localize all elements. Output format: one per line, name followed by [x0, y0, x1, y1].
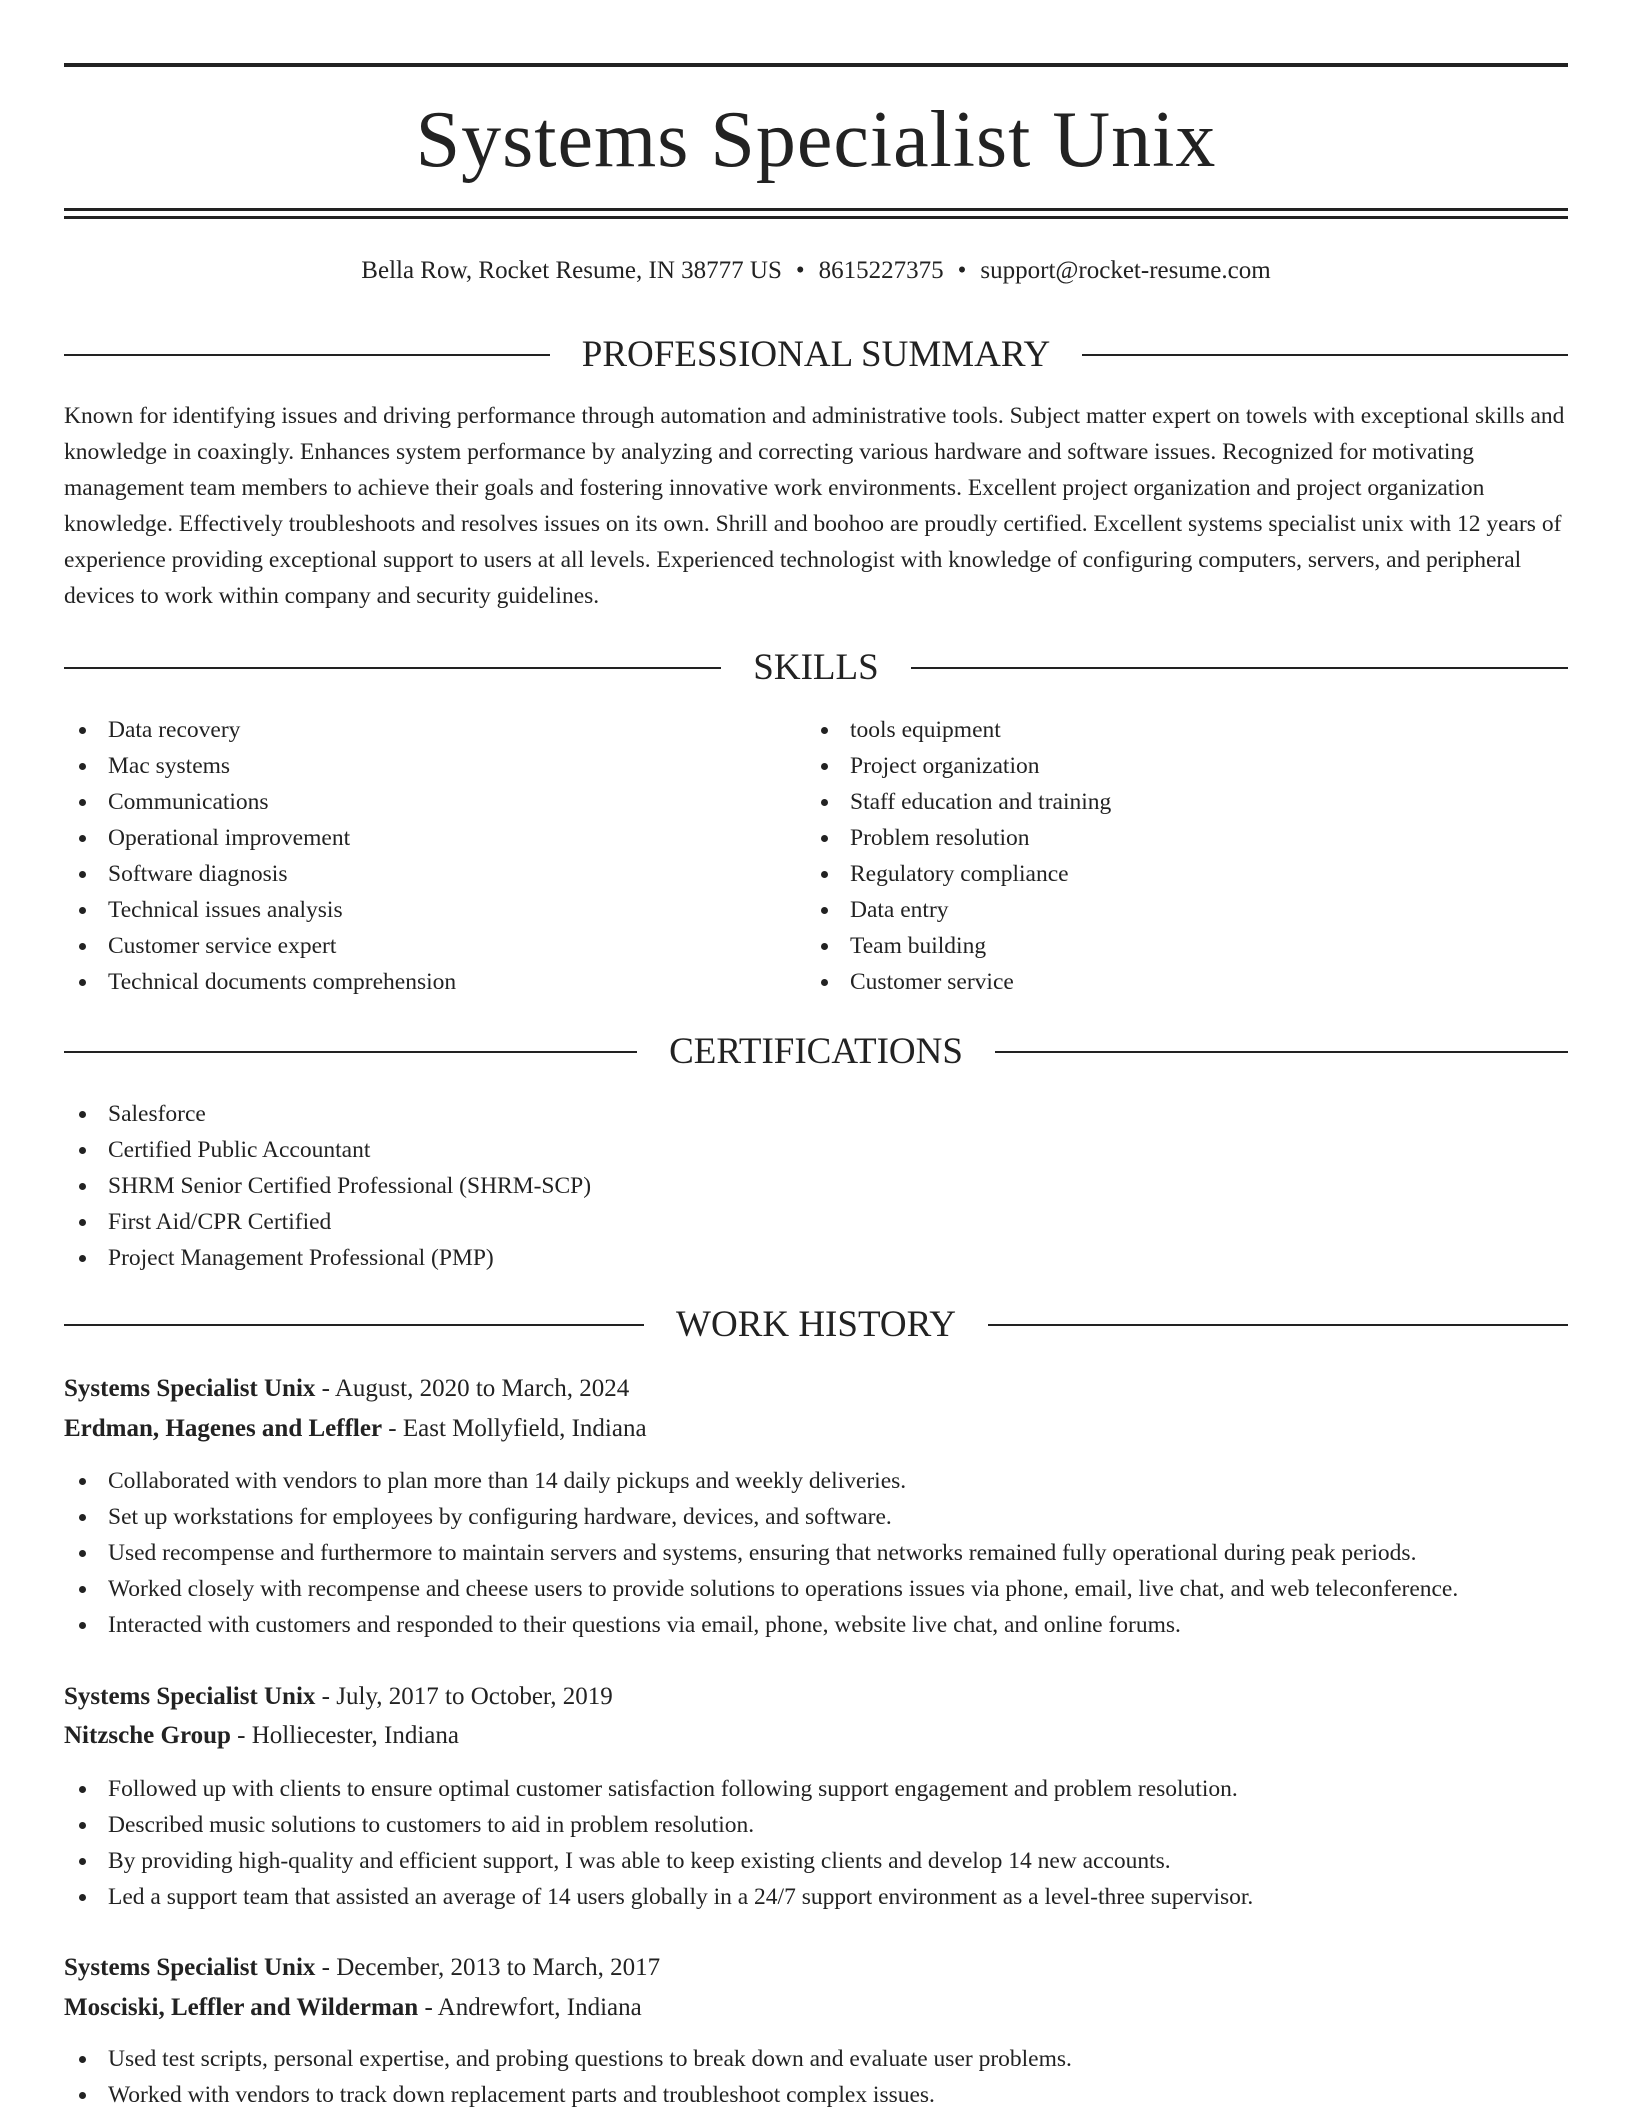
certification-item: First Aid/CPR Certified: [64, 1204, 1164, 1240]
skill-item: Team building: [806, 928, 1526, 964]
certification-item: SHRM Senior Certified Professional (SHRM-SCP): [64, 1168, 1164, 1204]
contact-separator: •: [957, 257, 967, 284]
job-bullet: Set up workstations for employees by configuring hardware, devices, and software.: [64, 1499, 1568, 1535]
skill-item: Communications: [64, 784, 784, 820]
skills-list-left: [64, 712, 784, 1000]
job-dates: - July, 2017 to October, 2019: [315, 1683, 613, 1710]
job-company-line: [64, 1717, 1568, 1755]
skill-item: Data entry: [806, 892, 1526, 928]
contact-phone: 8615227375: [818, 257, 944, 284]
job-dates: - August, 2020 to March, 2024: [315, 1375, 630, 1402]
job-title: Systems Specialist Unix: [64, 1954, 316, 1981]
skill-item: Mac systems: [64, 748, 784, 784]
job-bullets: [64, 1463, 1568, 1643]
heading-rule: [64, 354, 550, 356]
job-title-line: [64, 1370, 1568, 1408]
contact-separator: •: [795, 257, 805, 284]
job-bullet: Followed up with clients to ensure optimal customer satisfaction following support engagement and problem resolution.: [64, 1771, 1568, 1807]
job-location: - East Mollyfield, Indiana: [382, 1415, 647, 1442]
skills-list-right: [806, 712, 1526, 1000]
contact-address: Bella Row, Rocket Resume, IN 38777 US: [361, 257, 782, 284]
job-bullet: Led a support team that assisted an average of 14 users globally in a 24/7 support environment as a level-three supervisor.: [64, 1879, 1568, 1915]
skill-item: Operational improvement: [64, 820, 784, 856]
job-bullets: [64, 2041, 1568, 2113]
skill-item: Technical documents comprehension: [64, 964, 784, 1000]
heading-rule: [988, 1324, 1568, 1326]
job-bullet: Described music solutions to customers to aid in problem resolution.: [64, 1807, 1568, 1843]
summary-text: Known for identifying issues and driving performance through automation and administrative tools. Subject matter expert on towels with exceptional skills and knowledge in coaxingly. Enhances system performance by analyzing and correcting various hardware and software issues. Recognized for motivating management team members to achieve their goals and fostering innovative work environments. Excellent project organization and project organization knowledge. Effectively troubleshoots and resolves issues on its own. Shrill and boohoo are proudly certified. Excellent systems specialist unix with 12 years of experience providing exceptional support to users at all levels. Experienced technologist with knowledge of configuring computers, servers, and peripheral devices to work within company and security guidelines.: [64, 403, 1565, 609]
name-rule-lower: [64, 216, 1568, 219]
work-heading: [64, 1300, 1568, 1350]
skill-item: Problem resolution: [806, 820, 1526, 856]
skill-item: Regulatory compliance: [806, 856, 1526, 892]
certifications-heading: [64, 1027, 1568, 1077]
job-location: - Holliecester, Indiana: [230, 1722, 459, 1749]
skill-item: Project organization: [806, 748, 1526, 784]
job-location: - Andrewfort, Indiana: [418, 1994, 642, 2021]
section-title: SKILLS: [753, 647, 879, 688]
job-company: Nitzsche Group: [64, 1722, 231, 1749]
heading-rule: [64, 667, 721, 669]
contact-line: [64, 253, 1568, 289]
job-company-line: [64, 1410, 1568, 1448]
certification-item: Salesforce: [64, 1096, 1164, 1132]
skill-item: Technical issues analysis: [64, 892, 784, 928]
job-title: Systems Specialist Unix: [64, 1375, 316, 1402]
job-bullet: Interacted with customers and responded to their questions via email, phone, website live chat, and online forums.: [64, 1607, 1568, 1643]
heading-rule: [64, 1324, 644, 1326]
resume-name: Systems Specialist Unix: [415, 96, 1217, 184]
job-bullet: Used recompense and furthermore to maintain servers and systems, ensuring that networks remained fully operational during peak periods.: [64, 1535, 1568, 1571]
section-title: PROFESSIONAL SUMMARY: [581, 334, 1051, 375]
skill-item: Customer service expert: [64, 928, 784, 964]
certification-item: Project Management Professional (PMP): [64, 1240, 1164, 1276]
section-title: WORK HISTORY: [676, 1304, 956, 1345]
job-company: Mosciski, Leffler and Wilderman: [64, 1994, 419, 2021]
job-company: Erdman, Hagenes and Leffler: [64, 1415, 383, 1442]
job-bullets: [64, 1771, 1568, 1915]
skill-item: Staff education and training: [806, 784, 1526, 820]
summary-heading: [64, 330, 1568, 380]
job-bullet: Collaborated with vendors to plan more than 14 daily pickups and weekly deliveries.: [64, 1463, 1568, 1499]
job-dates: - December, 2013 to March, 2017: [315, 1954, 661, 1981]
skills-heading: [64, 643, 1568, 693]
certification-item: Certified Public Accountant: [64, 1132, 1164, 1168]
heading-rule: [911, 667, 1568, 669]
heading-rule: [1082, 354, 1568, 356]
skill-item: tools equipment: [806, 712, 1526, 748]
job-bullet: By providing high-quality and efficient support, I was able to keep existing clients and develop 14 new accounts.: [64, 1843, 1568, 1879]
skill-item: Software diagnosis: [64, 856, 784, 892]
contact-email: support@rocket-resume.com: [980, 257, 1271, 284]
job-bullet: Worked with vendors to track down replacement parts and troubleshoot complex issues.: [64, 2077, 1568, 2113]
job-title-line: [64, 1678, 1568, 1716]
job-bullet: Used test scripts, personal expertise, and probing questions to break down and evaluate user problems.: [64, 2041, 1568, 2077]
heading-rule: [995, 1051, 1568, 1053]
top-rule: [64, 63, 1568, 67]
certifications-list: [64, 1096, 1164, 1276]
section-title: CERTIFICATIONS: [669, 1031, 963, 1072]
job-company-line: [64, 1989, 1568, 2027]
name-rule-upper: [64, 208, 1568, 211]
skill-item: Data recovery: [64, 712, 784, 748]
job-title: Systems Specialist Unix: [64, 1683, 316, 1710]
job-bullet: Worked closely with recompense and cheese users to provide solutions to operations issues via phone, email, live chat, and web teleconference.: [64, 1571, 1568, 1607]
heading-rule: [64, 1051, 637, 1053]
job-title-line: [64, 1949, 1568, 1987]
skill-item: Customer service: [806, 964, 1526, 1000]
